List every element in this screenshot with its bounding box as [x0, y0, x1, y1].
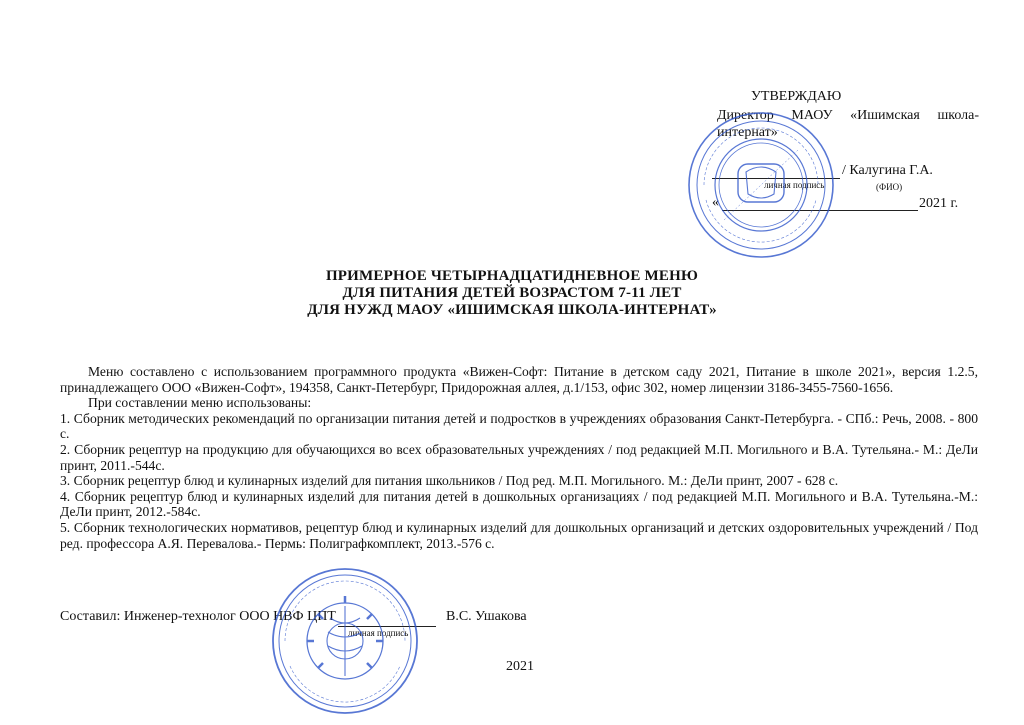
title-line-2: ДЛЯ ПИТАНИЯ ДЕТЕЙ ВОЗРАСТОМ 7-11 ЛЕТ: [342, 285, 682, 301]
document-title: [0, 268, 1024, 319]
approval-position-line1: Директор МАОУ «Ишимская школа-: [717, 108, 979, 123]
source-item-2: 2. Сборник рецептур на продукцию для обучающихся во всех образовательных учреждениях / под редакцией М.П. Могильного и В.А. Тутельяна.- М.: ДеЛи принт, 2011.-544с.: [60, 441, 978, 473]
approval-date-suffix: 2021 г.: [919, 196, 959, 211]
intro-paragraph: Меню составлено с использованием программного продукта «Вижен-Софт: Питание в детском саду 2021, Питание в школе 2021», версия 1.2.5, принадлежащего ООО «Вижен-Софт», 194358, Санкт-Петербург, Придорожная аллея, д.1/153, офис 302, номер лицензии 3186-3455-7560-1656.: [60, 364, 978, 395]
compiled-signature-caption: личная подпись: [348, 628, 409, 638]
document-body: [60, 364, 978, 551]
compiled-name: В.С. Ушакова: [446, 609, 527, 624]
source-item-3: 3. Сборник рецептур блюд и кулинарных изделий для питания школьников / Под ред. М.П. Могильного. М.: ДеЛи принт, 2007 - 628 с.: [60, 473, 839, 489]
approval-date-prefix: «: [712, 195, 719, 210]
approval-heading: УТВЕРЖДАЮ: [751, 89, 842, 104]
source-item-5: 5. Сборник технологических нормативов, рецептур блюд и кулинарных изделий для дошкольных организаций и детских оздоровительных учреждений / Под ред. профессора А.Я. Перевалова.- Пермь: Полиграфкомплект, 2013.-576 с.: [60, 519, 978, 551]
approval-fio-caption: (ФИО): [876, 182, 903, 192]
top-round-seal: [686, 110, 836, 260]
source-item-4: 4. Сборник рецептур блюд и кулинарных изделий для питания детей в дошкольных организациях / под редакцией М.П. Могильного и В.А. Тутельяна.-М.: ДеЛи принт, 2012.-584с.: [60, 488, 978, 520]
bottom-round-seal: [270, 566, 420, 716]
approval-position-line2: интернат»: [717, 125, 778, 140]
title-line-3: ДЛЯ НУЖД МАОУ «ИШИМСКАЯ ШКОЛА-ИНТЕРНАТ»: [307, 302, 717, 318]
source-item-1: 1. Сборник методических рекомендаций по организации питания детей и подростков в учреждениях образования Санкт-Петербурга. - СПб.: Речь, 2008. - 800 с.: [60, 410, 978, 442]
compiled-by-label: Составил: Инженер-технолог ООО НВФ ЦПТ: [60, 609, 336, 624]
approval-signature-caption: личная подпись: [764, 180, 825, 190]
title-line-1: ПРИМЕРНОЕ ЧЕТЫРНАДЦАТИДНЕВНОЕ МЕНЮ: [325, 268, 699, 284]
approval-name: / Калугина Г.А.: [842, 163, 933, 178]
sources-heading: При составлении меню использованы:: [88, 395, 312, 411]
document-year: 2021: [506, 659, 534, 674]
